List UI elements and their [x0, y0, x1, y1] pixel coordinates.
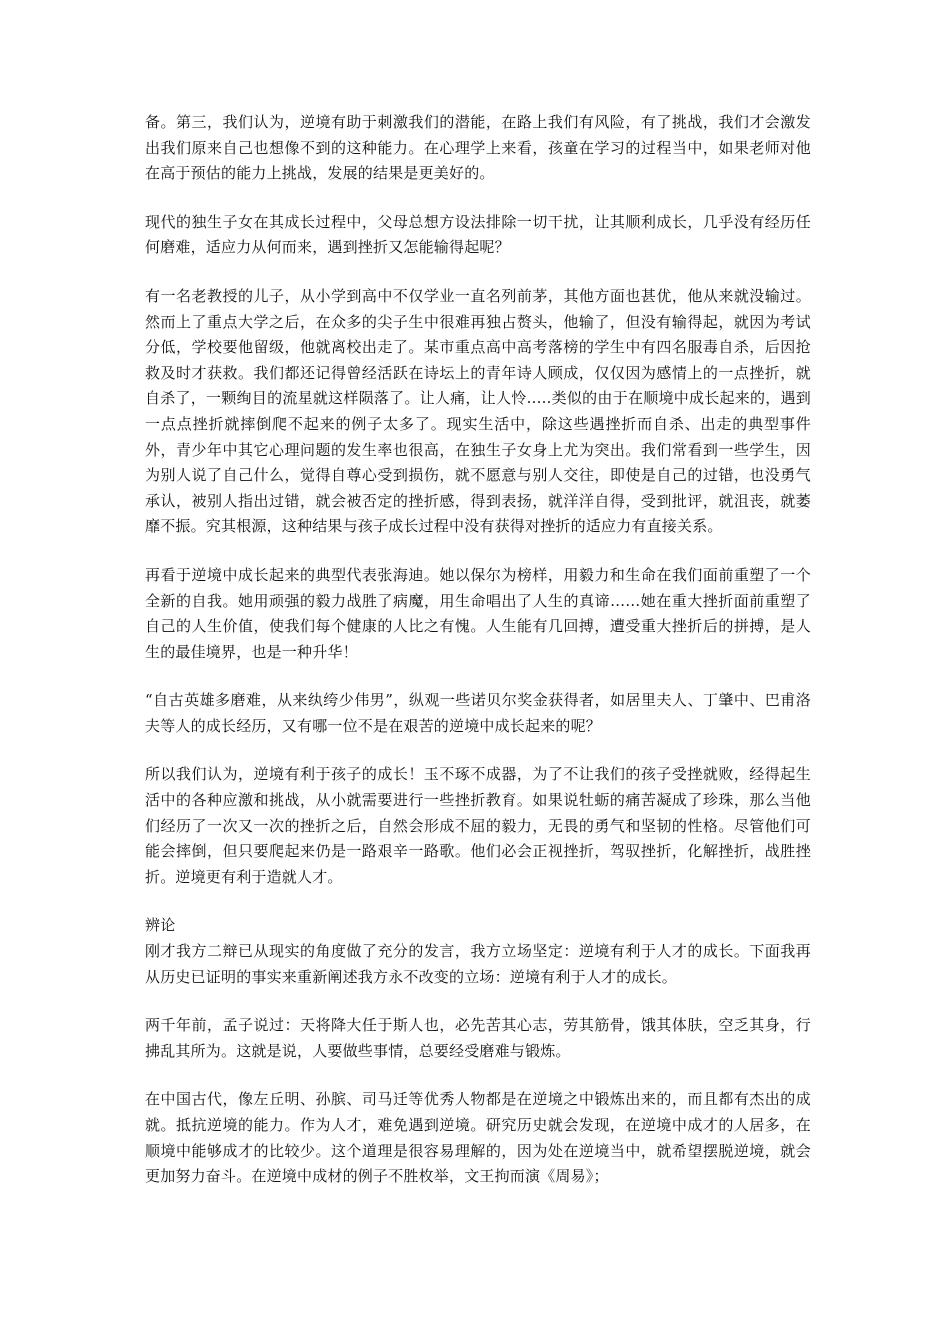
paragraph-3: 有一名老教授的儿子，从小学到高中不仅学业一直名列前茅，其他方面也甚优，他从来就没输过。然而上了重点大学之后，在众多的尖子生中很难再独占赘头，他输了，但没有输得起，就因为考试分低，学校要他留级，他就离校出走了。某市重点高中高考落榜的学生中有四名服毒自杀，后因抢救及时才获救。我们都还记得曾经活跃在诗坛上的青年诗人顾成，仅仅因为感情上的一点挫折，就自杀了，一颗绚目的流星就这样陨落了。让人痛，让人怜…..类似的由于在顺境中成长起来的，遇到一点点挫折就摔倒爬不起来的例子太多了。现实生活中，除这些遇挫折而自杀、出走的典型事件外，青少年中其它心理问题的发生率也很高，在独生子女身上尤为突出。我们常看到一些学生，因为别人说了自己什么，觉得自尊心受到损伤，就不愿意与别人交往，即使是自己的过错，也没勇气承认，被别人指出过错，就会被否定的挫折感，得到表扬，就洋洋自得，受到批评，就沮丧，就萎靡不振。究其根源，这种结果与孩子成长过程中没有获得对挫折的适应力有直接关系。 [145, 286, 811, 536]
section-paragraph-2: 两千年前，孟子说过：天将降大任于斯人也，必先苦其心志，劳其筋骨，饿其体肤，空乏其身，行拂乱其所为。这就是说，人要做些事情，总要经受磨难与锻炼。 [145, 1016, 811, 1060]
section-heading: 辨论 [145, 916, 176, 935]
section-paragraph-1: 刚才我方二辩已从现实的角度做了充分的发言，我方立场坚定：逆境有利于人才的成长。下面我再从历史已证明的事实来重新阐述我方永不改变的立场：逆境有利于人才的成长。 [145, 942, 811, 986]
document-body [145, 110, 811, 1213]
paragraph-1: 备。第三，我们认为，逆境有助于刺激我们的潜能，在路上我们有风险，有了挑战，我们才会激发出我们原来自己也想像不到的这种能力。在心理学上来看，孩童在学习的过程当中，如果老师对他在高于预估的能力上挑战，发展的结果是更美好的。 [145, 113, 811, 183]
paragraph-4: 再看于逆境中成长起来的典型代表张海迪。她以保尔为榜样，用毅力和生命在我们面前重塑了一个全新的自我。她用顽强的毅力战胜了病魔，用生命唱出了人生的真谛……她在重大挫折面前重塑了自己的人生价值，使我们每个健康的人比之有愧。人生能有几回搏，遭受重大挫折后的拼搏，是人生的最佳境界，也是一种升华！ [145, 565, 811, 661]
paragraph-6: 所以我们认为，逆境有利于孩子的成长！玉不琢不成器，为了不让我们的孩子受挫就败，经得起生活中的各种应激和挑战，从小就需要进行一些挫折教育。如果说牡蛎的痛苦凝成了珍珠，那么当他们经历了一次又一次的挫折之后，自然会形成不屈的毅力，无畏的勇气和坚韧的性格。尽管他们可能会摔倒，但只要爬起来仍是一路艰辛一路歌。他们必会正视挫折，驾驭挫折，化解挫折，战胜挫折。逆境更有利于造就人才。 [145, 765, 811, 886]
section-paragraph-3: 在中国古代，像左丘明、孙膑、司马迁等优秀人物都是在逆境之中锻炼出来的，而且都有杰出的成就。抵抗逆境的能力。作为人才，难免遇到逆境。研究历史就会发现，在逆境中成才的人居多，在顺境中能够成才的比较少。这个道理是很容易理解的，因为处在逆境当中，就希望摆脱逆境，就会更加努力奋斗。在逆境中成材的例子不胜枚举，文王拘而演《周易》； [145, 1090, 811, 1186]
paragraph-2: 现代的独生子女在其成长过程中，父母总想方设法排除一切干扰，让其顺利成长，几乎没有经历任何磨难，适应力从何而来，遇到挫折又怎能输得起呢？ [145, 212, 811, 257]
paragraph-5: “自古英雄多磨难，从来纨绔少伟男”，纵观一些诺贝尔奖金获得者，如居里夫人、丁肇中、巴甫洛夫等人的成长经历，又有哪一位不是在艰苦的逆境中成长起来的呢？ [145, 691, 811, 735]
